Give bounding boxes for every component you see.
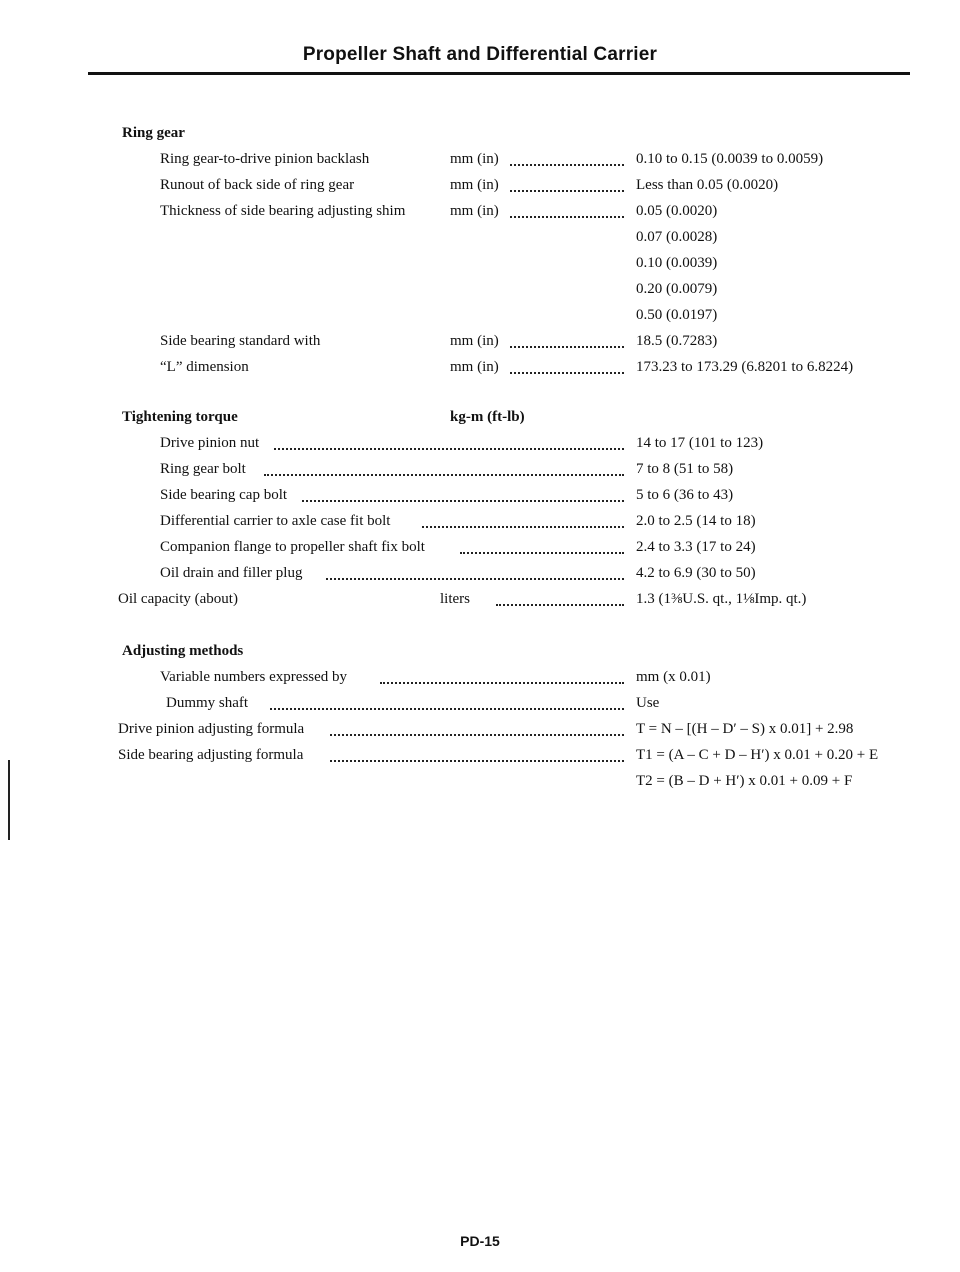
torque-leader [422, 512, 624, 528]
l-dimension-leader [510, 358, 624, 374]
shim-value: 0.50 (0.0197) [636, 307, 718, 323]
dummy-shaft-value: Use [636, 695, 660, 711]
backlash-unit: mm (in) [450, 151, 499, 167]
torque-label: Companion flange to propeller shaft fix bolt [160, 539, 425, 555]
variable-value: mm (x 0.01) [636, 669, 711, 685]
pinion-formula-leader [330, 720, 624, 736]
runout-unit: mm (in) [450, 177, 499, 193]
variable-leader [380, 668, 624, 684]
backlash-value: 0.10 to 0.15 (0.0039 to 0.0059) [636, 151, 824, 167]
shim-value: 0.05 (0.0020) [636, 203, 718, 219]
standard-width-value: 18.5 (0.7283) [636, 333, 718, 349]
adjusting-heading: Adjusting methods [122, 643, 244, 659]
shim-value: 0.10 (0.0039) [636, 255, 718, 271]
variable-label: Variable numbers expressed by [160, 669, 348, 685]
side-formula-leader [330, 746, 624, 762]
page-header-title: Propeller Shaft and Differential Carrier [302, 44, 658, 65]
shim-value: 0.20 (0.0079) [636, 281, 718, 297]
torque-leader [302, 486, 624, 502]
torque-leader [460, 538, 624, 554]
shim-value: 0.07 (0.0028) [636, 229, 718, 245]
runout-value: Less than 0.05 (0.0020) [636, 177, 779, 193]
ring-gear-heading: Ring gear [122, 125, 185, 141]
header-rule [88, 72, 910, 75]
torque-label: Side bearing cap bolt [160, 487, 288, 503]
shim-label: Thickness of side bearing adjusting shim [160, 203, 406, 219]
side-formula-value: T1 = (A – C + D – H′) x 0.01 + 0.20 + E [636, 747, 879, 763]
pinion-formula-label: Drive pinion adjusting formula [118, 721, 305, 737]
shim-unit: mm (in) [450, 203, 499, 219]
torque-label: Drive pinion nut [160, 435, 260, 451]
torque-value: 5 to 6 (36 to 43) [636, 487, 734, 503]
torque-unit: kg-m (ft-lb) [450, 409, 525, 425]
torque-value: 14 to 17 (101 to 123) [636, 435, 764, 451]
l-dimension-value: 173.23 to 173.29 (6.8201 to 6.8224) [636, 359, 854, 375]
backlash-leader [510, 150, 624, 166]
torque-leader [264, 460, 624, 476]
oil-capacity-value: 1.3 (1⅜U.S. qt., 1⅛Imp. qt.) [636, 591, 807, 607]
dummy-shaft-label: Dummy shaft [166, 695, 249, 711]
oil-capacity-label: Oil capacity (about) [118, 591, 238, 607]
torque-value: 7 to 8 (51 to 58) [636, 461, 734, 477]
l-dimension-unit: mm (in) [450, 359, 499, 375]
standard-width-leader [510, 332, 624, 348]
torque-value: 2.0 to 2.5 (14 to 18) [636, 513, 756, 529]
torque-label: Oil drain and filler plug [160, 565, 303, 581]
torque-value: 4.2 to 6.9 (30 to 50) [636, 565, 756, 581]
oil-capacity-leader [496, 590, 624, 606]
oil-capacity-unit: liters [440, 591, 470, 607]
torque-heading: Tightening torque [122, 409, 238, 425]
runout-label: Runout of back side of ring gear [160, 177, 355, 193]
standard-width-unit: mm (in) [450, 333, 499, 349]
dummy-shaft-leader [270, 694, 624, 710]
torque-leader [274, 434, 624, 450]
standard-width-label: Side bearing standard with [160, 333, 321, 349]
side-formula-value: T2 = (B – D + H′) x 0.01 + 0.09 + F [636, 773, 853, 789]
backlash-label: Ring gear-to-drive pinion backlash [160, 151, 370, 167]
side-formula-label: Side bearing adjusting formula [118, 747, 304, 763]
torque-label: Differential carrier to axle case fit bolt [160, 513, 391, 529]
shim-leader [510, 202, 624, 218]
page-number: PD-15 [460, 1233, 500, 1249]
torque-label: Ring gear bolt [160, 461, 246, 477]
torque-leader [326, 564, 624, 580]
torque-value: 2.4 to 3.3 (17 to 24) [636, 539, 756, 555]
pinion-formula-value: T = N – [(H – D′ – S) x 0.01] + 2.98 [636, 721, 854, 737]
runout-leader [510, 176, 624, 192]
margin-bar [8, 760, 10, 840]
l-dimension-label: “L” dimension [160, 359, 249, 375]
